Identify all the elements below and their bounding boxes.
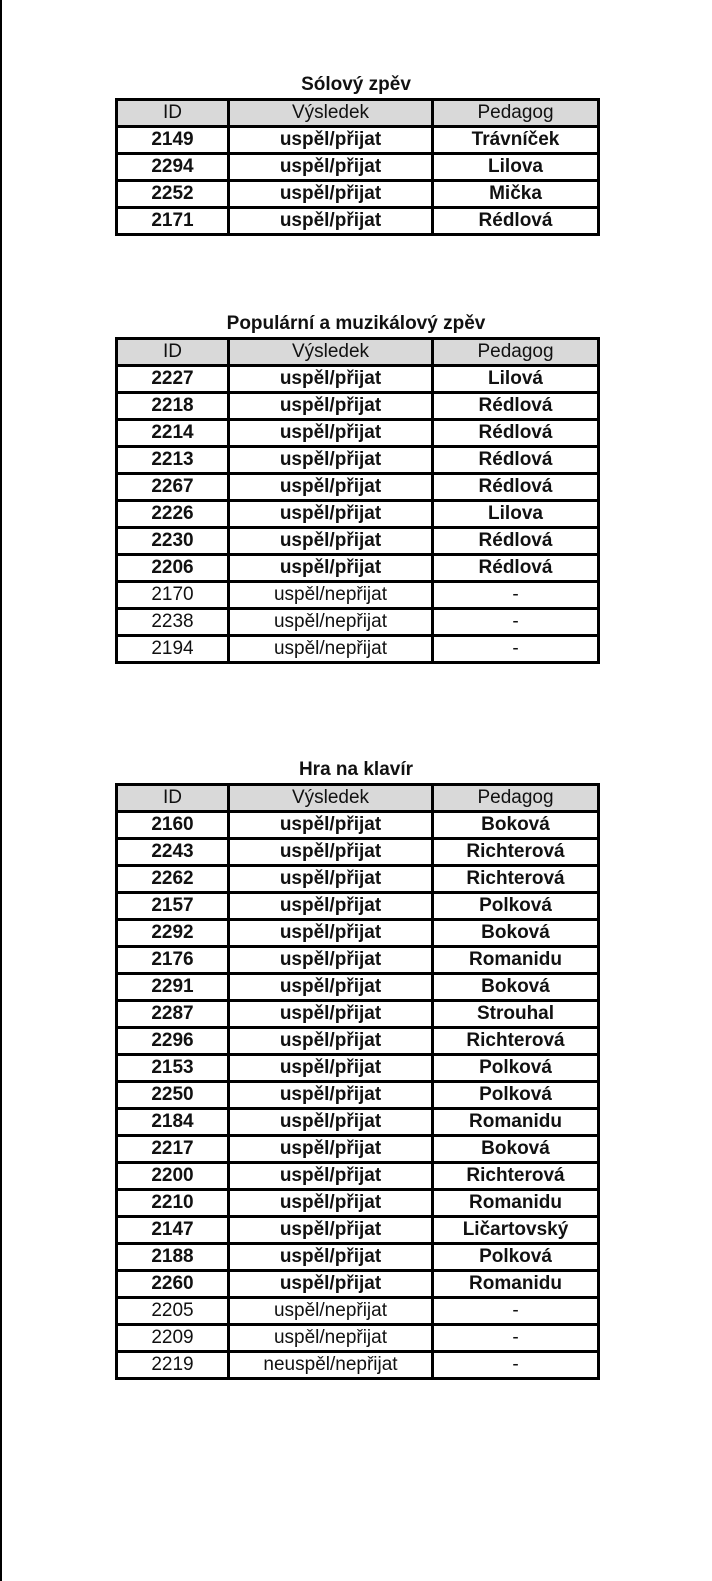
results-table — [115, 98, 600, 236]
table-row — [117, 1271, 599, 1298]
column-header-teacher: Pedagog — [433, 100, 599, 127]
column-header-result: Výsledek — [229, 785, 433, 812]
cell-id: 2287 — [117, 1001, 229, 1028]
cell-teacher: Romanidu — [433, 947, 599, 974]
table-row — [117, 447, 599, 474]
cell-id: 2209 — [117, 1325, 229, 1352]
table-row — [117, 154, 599, 181]
cell-id: 2260 — [117, 1271, 229, 1298]
cell-teacher: - — [433, 582, 599, 609]
table-row — [117, 1217, 599, 1244]
cell-id: 2219 — [117, 1352, 229, 1379]
cell-teacher: - — [433, 636, 599, 663]
cell-id: 2230 — [117, 528, 229, 555]
cell-teacher: Rédlová — [433, 420, 599, 447]
cell-result: uspěl/přijat — [229, 839, 433, 866]
cell-result: uspěl/přijat — [229, 1136, 433, 1163]
cell-teacher: Ličartovský — [433, 1217, 599, 1244]
cell-id: 2296 — [117, 1028, 229, 1055]
cell-teacher: - — [433, 1298, 599, 1325]
cell-result: uspěl/přijat — [229, 393, 433, 420]
table-row — [117, 866, 599, 893]
table-row — [117, 1190, 599, 1217]
cell-result: neuspěl/nepřijat — [229, 1352, 433, 1379]
cell-id: 2153 — [117, 1055, 229, 1082]
table-row — [117, 474, 599, 501]
cell-teacher: Richterová — [433, 866, 599, 893]
cell-result: uspěl/přijat — [229, 920, 433, 947]
cell-result: uspěl/přijat — [229, 1082, 433, 1109]
cell-teacher: Rédlová — [433, 528, 599, 555]
cell-id: 2213 — [117, 447, 229, 474]
cell-id: 2147 — [117, 1217, 229, 1244]
cell-teacher: Lilova — [433, 154, 599, 181]
table-row — [117, 528, 599, 555]
cell-result: uspěl/přijat — [229, 974, 433, 1001]
cell-result: uspěl/přijat — [229, 1190, 433, 1217]
column-header-id: ID — [117, 339, 229, 366]
cell-result: uspěl/přijat — [229, 1271, 433, 1298]
cell-id: 2250 — [117, 1082, 229, 1109]
cell-id: 2149 — [117, 127, 229, 154]
table-row — [117, 1352, 599, 1379]
cell-teacher: Lilová — [433, 366, 599, 393]
cell-teacher: - — [433, 1352, 599, 1379]
table-row — [117, 181, 599, 208]
cell-id: 2200 — [117, 1163, 229, 1190]
table-row — [117, 555, 599, 582]
column-header-id: ID — [117, 100, 229, 127]
table-row — [117, 393, 599, 420]
table-row — [117, 1055, 599, 1082]
cell-result: uspěl/přijat — [229, 1217, 433, 1244]
table-row — [117, 1244, 599, 1271]
cell-id: 2243 — [117, 839, 229, 866]
table-row — [117, 582, 599, 609]
cell-teacher: Rédlová — [433, 474, 599, 501]
cell-id: 2262 — [117, 866, 229, 893]
column-header-teacher: Pedagog — [433, 339, 599, 366]
cell-teacher: Richterová — [433, 1028, 599, 1055]
cell-id: 2171 — [117, 208, 229, 235]
table-row — [117, 636, 599, 663]
section-hra-na-klavir — [115, 755, 597, 1380]
table-row — [117, 1082, 599, 1109]
cell-teacher: Richterová — [433, 1163, 599, 1190]
cell-teacher: Polková — [433, 1055, 599, 1082]
cell-result: uspěl/přijat — [229, 555, 433, 582]
cell-id: 2291 — [117, 974, 229, 1001]
cell-result: uspěl/nepřijat — [229, 582, 433, 609]
cell-teacher: Boková — [433, 974, 599, 1001]
cell-teacher: Polková — [433, 893, 599, 920]
cell-teacher: Romanidu — [433, 1190, 599, 1217]
cell-id: 2205 — [117, 1298, 229, 1325]
cell-id: 2267 — [117, 474, 229, 501]
cell-id: 2294 — [117, 154, 229, 181]
cell-id: 2217 — [117, 1136, 229, 1163]
results-table — [115, 783, 600, 1380]
cell-id: 2184 — [117, 1109, 229, 1136]
cell-teacher: Trávníček — [433, 127, 599, 154]
table-row — [117, 127, 599, 154]
cell-result: uspěl/nepřijat — [229, 609, 433, 636]
cell-result: uspěl/přijat — [229, 1244, 433, 1271]
cell-result: uspěl/přijat — [229, 866, 433, 893]
cell-id: 2227 — [117, 366, 229, 393]
cell-result: uspěl/přijat — [229, 127, 433, 154]
section-popularni-zpev — [115, 309, 597, 664]
cell-teacher: Romanidu — [433, 1109, 599, 1136]
column-header-teacher: Pedagog — [433, 785, 599, 812]
cell-id: 2170 — [117, 582, 229, 609]
section-title: Populární a muzikálový zpěv — [226, 313, 486, 334]
cell-teacher: Richterová — [433, 839, 599, 866]
table-row — [117, 920, 599, 947]
cell-id: 2157 — [117, 893, 229, 920]
cell-id: 2214 — [117, 420, 229, 447]
table-header-row — [117, 339, 599, 366]
cell-result: uspěl/přijat — [229, 812, 433, 839]
cell-result: uspěl/přijat — [229, 474, 433, 501]
table-row — [117, 1028, 599, 1055]
results-table — [115, 337, 600, 664]
cell-teacher: - — [433, 1325, 599, 1352]
cell-result: uspěl/přijat — [229, 1028, 433, 1055]
cell-teacher: Boková — [433, 920, 599, 947]
column-header-id: ID — [117, 785, 229, 812]
table-header-row — [117, 100, 599, 127]
cell-result: uspěl/přijat — [229, 1163, 433, 1190]
table-row — [117, 1325, 599, 1352]
column-header-result: Výsledek — [229, 339, 433, 366]
cell-teacher: Rédlová — [433, 208, 599, 235]
cell-teacher: Boková — [433, 1136, 599, 1163]
section-title: Hra na klavír — [298, 759, 414, 780]
table-row — [117, 947, 599, 974]
table-row — [117, 974, 599, 1001]
cell-id: 2238 — [117, 609, 229, 636]
page-left-border — [0, 0, 2, 1581]
cell-result: uspěl/nepřijat — [229, 1298, 433, 1325]
table-row — [117, 893, 599, 920]
table-row — [117, 501, 599, 528]
table-row — [117, 1298, 599, 1325]
cell-id: 2194 — [117, 636, 229, 663]
table-header-row — [117, 785, 599, 812]
table-row — [117, 366, 599, 393]
table-row — [117, 839, 599, 866]
cell-teacher: Rédlová — [433, 393, 599, 420]
cell-result: uspěl/přijat — [229, 154, 433, 181]
cell-result: uspěl/přijat — [229, 420, 433, 447]
table-row — [117, 609, 599, 636]
cell-id: 2206 — [117, 555, 229, 582]
cell-teacher: Polková — [433, 1082, 599, 1109]
cell-result: uspěl/přijat — [229, 1109, 433, 1136]
cell-teacher: Polková — [433, 1244, 599, 1271]
cell-id: 2160 — [117, 812, 229, 839]
cell-result: uspěl/přijat — [229, 1001, 433, 1028]
table-row — [117, 1109, 599, 1136]
cell-teacher: Rédlová — [433, 555, 599, 582]
cell-id: 2188 — [117, 1244, 229, 1271]
cell-result: uspěl/přijat — [229, 1055, 433, 1082]
cell-teacher: Strouhal — [433, 1001, 599, 1028]
cell-result: uspěl/nepřijat — [229, 1325, 433, 1352]
table-row — [117, 208, 599, 235]
section-solovy-zpev — [115, 70, 597, 236]
cell-id: 2252 — [117, 181, 229, 208]
cell-teacher: Boková — [433, 812, 599, 839]
cell-result: uspěl/přijat — [229, 893, 433, 920]
cell-result: uspěl/přijat — [229, 447, 433, 474]
cell-result: uspěl/přijat — [229, 947, 433, 974]
cell-teacher: Mička — [433, 181, 599, 208]
table-row — [117, 812, 599, 839]
cell-id: 2218 — [117, 393, 229, 420]
cell-result: uspěl/nepřijat — [229, 636, 433, 663]
cell-id: 2210 — [117, 1190, 229, 1217]
cell-id: 2226 — [117, 501, 229, 528]
cell-teacher: Rédlová — [433, 447, 599, 474]
table-row — [117, 420, 599, 447]
cell-result: uspěl/přijat — [229, 528, 433, 555]
section-title: Sólový zpěv — [301, 74, 411, 95]
table-row — [117, 1163, 599, 1190]
column-header-result: Výsledek — [229, 100, 433, 127]
table-row — [117, 1136, 599, 1163]
cell-id: 2292 — [117, 920, 229, 947]
table-row — [117, 1001, 599, 1028]
cell-teacher: Lilova — [433, 501, 599, 528]
cell-teacher: - — [433, 609, 599, 636]
cell-result: uspěl/přijat — [229, 208, 433, 235]
cell-result: uspěl/přijat — [229, 181, 433, 208]
cell-id: 2176 — [117, 947, 229, 974]
cell-result: uspěl/přijat — [229, 501, 433, 528]
cell-result: uspěl/přijat — [229, 366, 433, 393]
cell-teacher: Romanidu — [433, 1271, 599, 1298]
